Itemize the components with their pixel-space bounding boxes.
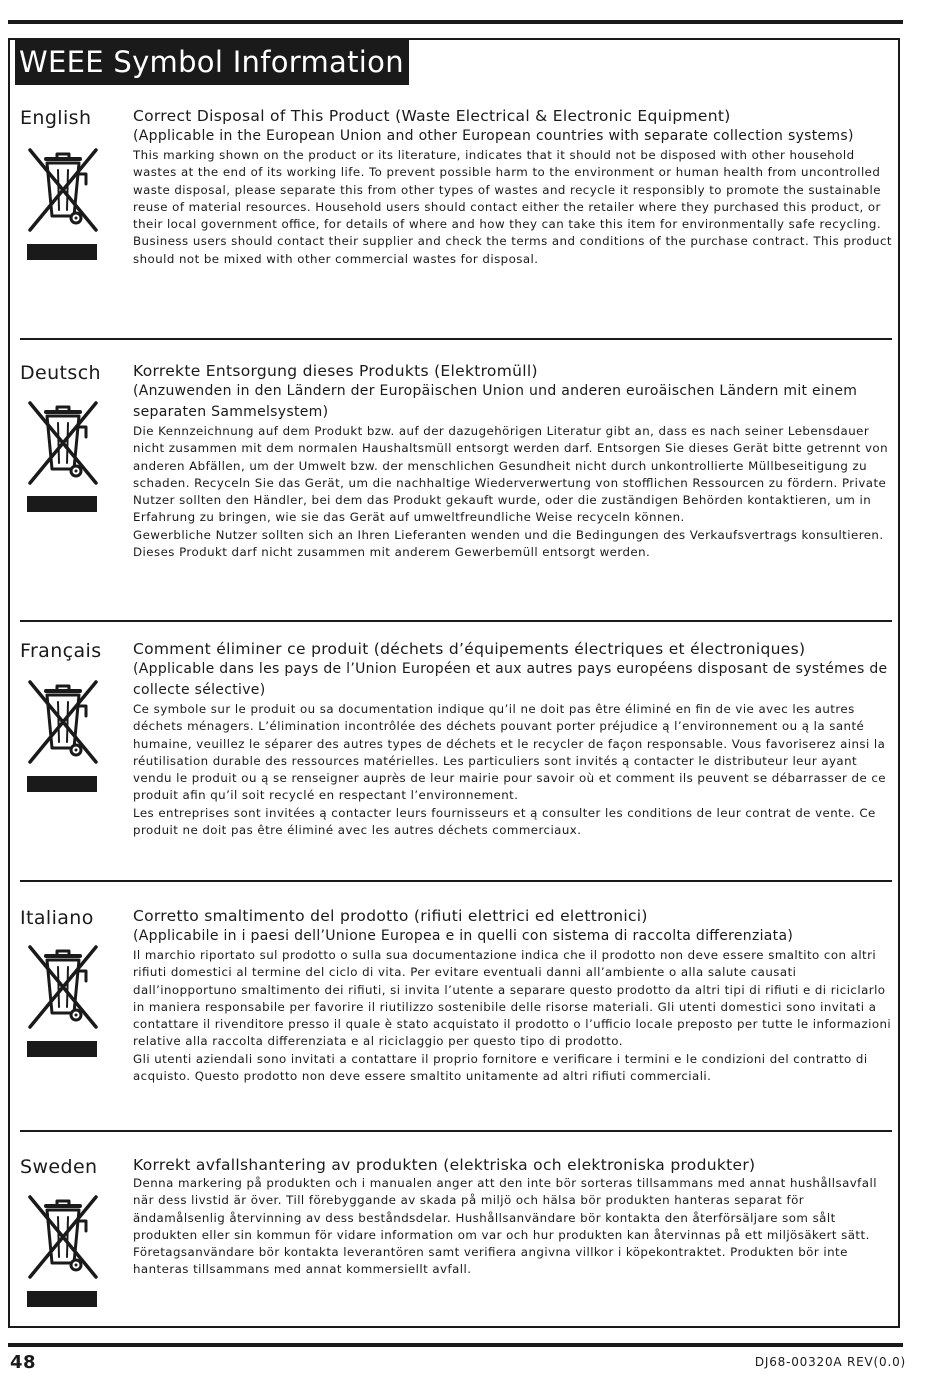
section-heading: Korrekt avfallshantering av produkten (elektriska och elektroniska produkter)	[133, 1156, 756, 1174]
weee-bar	[27, 1041, 97, 1057]
section-divider	[20, 880, 892, 882]
language-label: Deutsch	[20, 362, 101, 384]
section-subheading: (Applicable in the European Union and other European countries with separate collection systems)	[133, 128, 854, 144]
body-paragraph: Gli utenti aziendali sono invitati a contattare il proprio fornitore e veriﬁcare i termini e le condizioni del contratto di acquisto. Questo prodotto non deve essere smaltito unitamente ad altri riﬁuti commerciali.	[133, 1051, 868, 1084]
weee-bar	[27, 1291, 97, 1307]
weee-crossed-bin-icon	[24, 144, 102, 235]
body-paragraph: Business users should contact their supplier and check the terms and conditions of the purchase contract. This product should not be mixed with other commercial wastes for disposal.	[133, 234, 892, 266]
body-paragraph: Företagsanvändare bör kontakta leverantören samt veriﬁera angivna villkor i köpekontraktet. Produkten bör inte hanteras tillsammans med annat kommersiellt avfall.	[133, 1245, 848, 1277]
body-paragraph: Il marchio riportato sul prodotto o sulla sua documentazione indica che il prodotto non deve essere smaltito con altri riﬁuti domestici al termine del ciclo di vita. Per evitare eventuali danni all’ambiente o alla salute causati dall’inopportuno smaltimento dei riﬁuti, si invita l’utente a separare questo prodotto da altri tipi di riﬁuti e di riciclarlo in maniera responsabile per favorire il riutilizzo sostenibile delle risorse materiali. Gli utenti domestici sono invitati a contattare il rivenditore presso il quale è stato acquistato il prodotto o l’uﬃcio locale preposto per tutte le informazioni relative alla raccolta diﬀerenziata e al riciclaggio per questo tipo di prodotto.	[133, 948, 892, 1049]
section-content	[133, 106, 895, 268]
weee-bar	[27, 496, 97, 512]
section-subheading: (Applicable dans les pays de l’Union Européen et aux autres pays européens disposant de systémes de collecte sélective)	[133, 661, 888, 698]
section-subheading: (Applicabile in i paesi dell’Unione Europea e in quelli con sistema di raccolta diﬀerenziata)	[133, 928, 794, 944]
section-subheading: (Anzuwenden in den Ländern der Europäischen Union und anderen euroäischen Ländern mit einem separaten Sammelsystem)	[133, 383, 858, 420]
language-label: Français	[20, 640, 102, 662]
page-title: WEEE Symbol Information	[15, 40, 409, 85]
page-number: 48	[10, 1352, 37, 1373]
weee-crossed-bin-icon	[24, 941, 102, 1032]
document-code: DJ68-00320A REV(0.0)	[754, 1355, 906, 1369]
language-label: Italiano	[20, 907, 94, 929]
body-paragraph: Denna markering på produkten och i manualen anger att den inte bör sorteras tillsammans med annat hushållsavfall när dess livstid är över. Till förebyggande av skada på miljö och hälsa bör produkten hanteras separat för ändamålsenlig återvinning av dess beståndsdelar. Hushållsanvändare bör kontakta den återförsäljare som sålt produkten eller sin kommun för vidare information om var och hur produkten kan återvinnas på ett miljösäkert sätt.	[133, 1176, 877, 1242]
section-heading: Correct Disposal of This Product (Waste Electrical & Electronic Equipment)	[133, 107, 731, 125]
weee-bar	[27, 244, 97, 260]
language-label: English	[20, 107, 92, 129]
section-heading: Comment éliminer ce produit (déchets d’équipements électriques et électroniques)	[133, 640, 806, 658]
body-paragraph: Gewerbliche Nutzer sollten sich an Ihren Lieferanten wenden und die Bedingungen des Verkaufsvertrags konsultieren. Dieses Produkt darf nicht zusammen mit anderem Gewerbemüll entsorgt werden.	[133, 527, 884, 560]
language-label: Sweden	[20, 1156, 98, 1178]
weee-crossed-bin-icon	[24, 1191, 102, 1282]
weee-crossed-bin-icon	[24, 397, 102, 488]
footer-rule	[8, 1343, 903, 1347]
weee-crossed-bin-icon	[24, 676, 102, 767]
weee-bar	[27, 776, 97, 792]
section-heading: Korrekte Entsorgung dieses Produkts (Elektromüll)	[133, 362, 538, 380]
section-divider	[20, 620, 892, 622]
section-divider	[20, 338, 892, 340]
top-rule	[8, 20, 903, 24]
body-paragraph: This marking shown on the product or its literature, indicates that it should not be disposed with other household wastes at the end of its working life. To prevent possible harm to the environment or human health from uncontrolled waste disposal, please separate this from other types of wastes and recycle it responsibly to promote the sustainable reuse of material resources. Household users should contact either the retailer where they purchased this product, or their local government oﬃce, for details of where and how they can take this item for environmentally safe recycling.	[133, 148, 882, 232]
body-paragraph: Die Kennzeichnung auf dem Produkt bzw. auf der dazugehörigen Literatur gibt an, dass es nach seiner Lebensdauer nicht zusammen mit dem normalen Haushaltsmüll entsorgt werden darf. Entsorgen Sie dieses Gerät bitte getrennt von anderen Abfällen, um der Umwelt bzw. der menschlichen Gesundheit nicht durch unkontrollierte Müllbeseitigung zu schaden. Recyceln Sie das Gerät, um die nachhaltige Wiederverwertung von stoﬄichen Ressourcen zu fördern. Private Nutzer sollten den Händler, bei dem das Produkt gekauft wurde, oder die zuständigen Behörden kontaktieren, um in Erfahrung zu bringen, wie sie das Gerät auf umweltfreundliche Weise recyceln können.	[133, 424, 889, 525]
section-content	[133, 639, 895, 839]
section-content	[133, 1155, 895, 1279]
section-content	[133, 361, 895, 561]
body-paragraph: Les entreprises sont invitées ą contacter leurs fournisseurs et ą consulter les conditions de leur contrat de vente. Ce produit ne doit pas être éliminé avec les autres déchets commerciaux.	[133, 805, 876, 838]
section-divider	[20, 1130, 892, 1132]
body-paragraph: Ce symbole sur le produit ou sa documentation indique qu’il ne doit pas être éliminé en ﬁn de vie avec les autres déchets ménagers. L’élimination incontrôlée des déchets pouvant porter préjudice ą l’environnement ou ą la santé humaine, veuillez le séparer des autres types de déchets et le recycler de façon responsable. Vous favoriserez ainsi la réutilisation durable des ressources matérielles. Les particuliers sont invités ą contacter le distributeur leur ayant vendu le produit ou ą se renseigner auprès de leur mairie pour savoir où et comment ils peuvent se débarrasser de ce produit aﬁn qu’il soit recyclé en respectant l’environnement.	[133, 702, 887, 803]
section-heading: Corretto smaltimento del prodotto (riﬁuti elettrici ed elettronici)	[133, 907, 648, 925]
section-content	[133, 906, 895, 1085]
